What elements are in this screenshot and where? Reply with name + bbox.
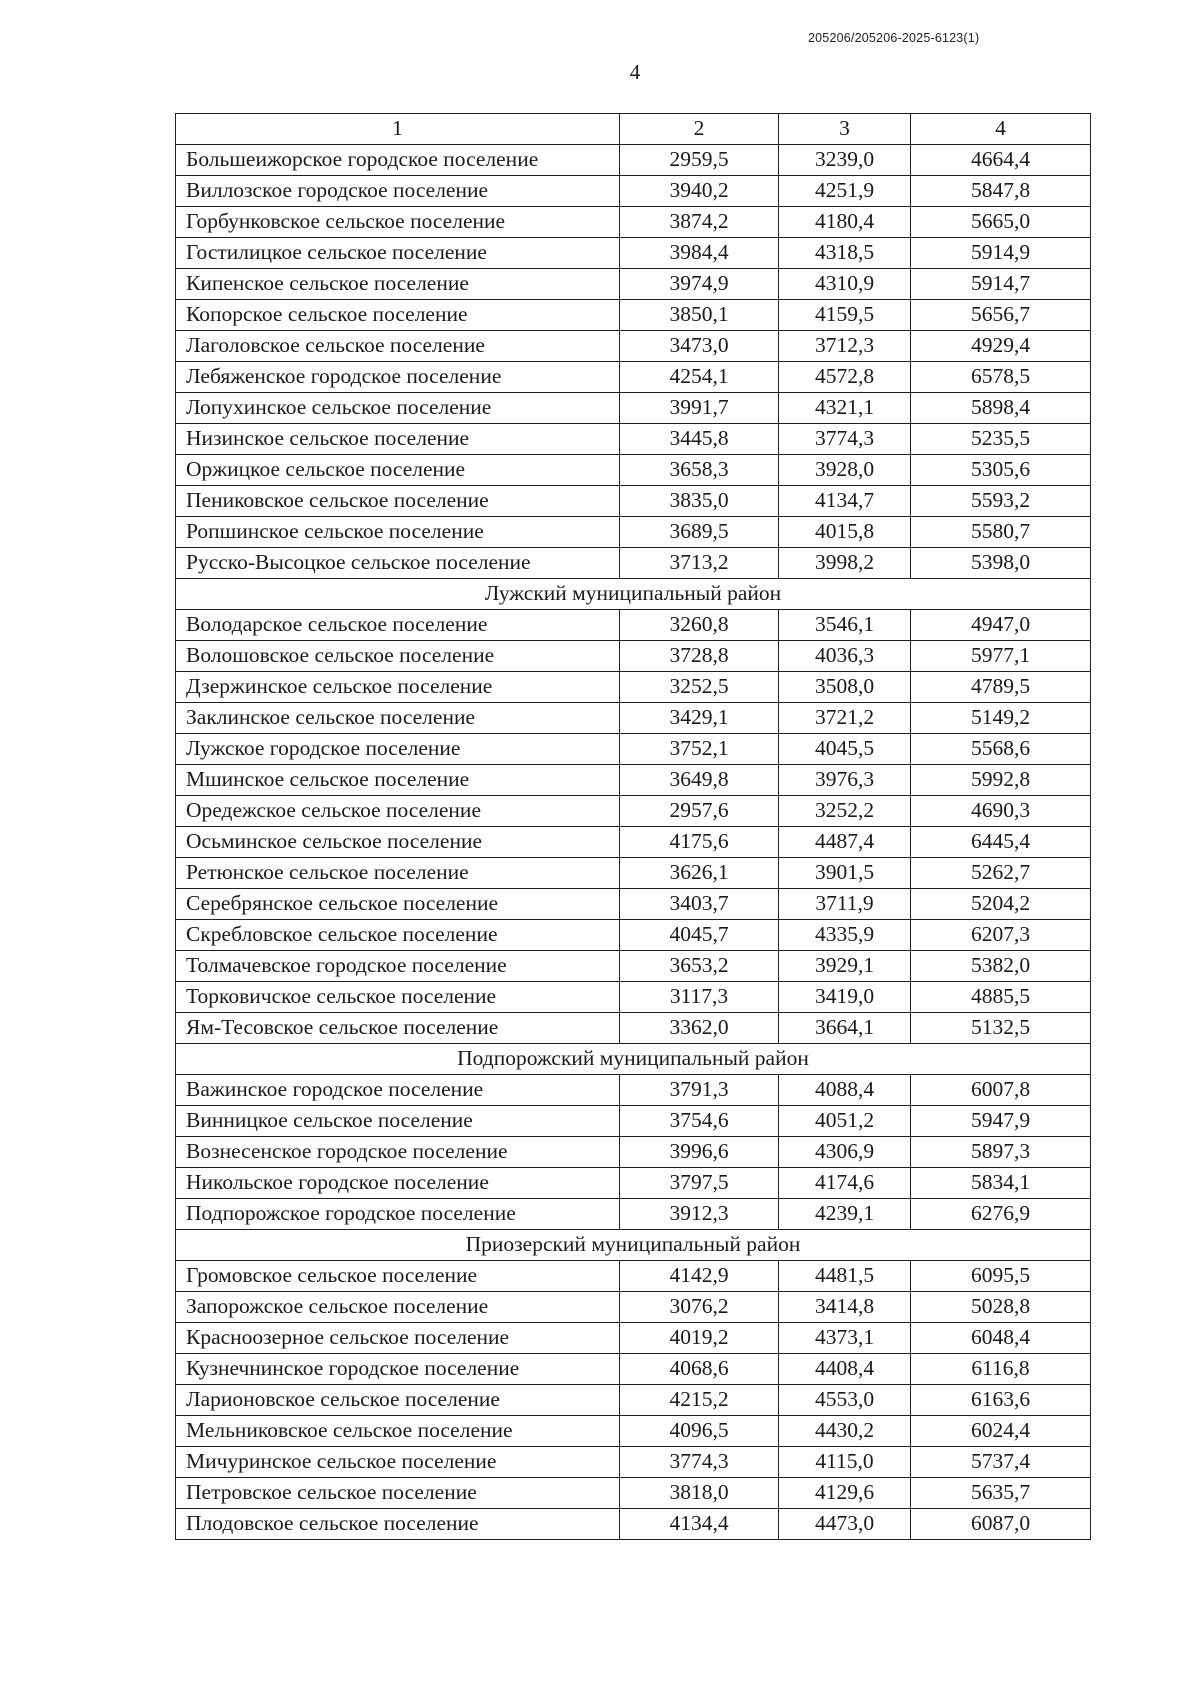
value-col-2: 3260,8 xyxy=(620,610,779,641)
table-row xyxy=(176,238,1091,269)
value-col-2: 4215,2 xyxy=(620,1385,779,1416)
value-col-3: 3664,1 xyxy=(779,1013,911,1044)
value-col-4: 5977,1 xyxy=(911,641,1091,672)
value-col-3: 4310,9 xyxy=(779,269,911,300)
value-col-2: 4175,6 xyxy=(620,827,779,858)
settlement-name: Низинское сельское поселение xyxy=(176,424,620,455)
table-row xyxy=(176,1354,1091,1385)
value-col-4: 5568,6 xyxy=(911,734,1091,765)
table-row xyxy=(176,765,1091,796)
value-col-2: 4068,6 xyxy=(620,1354,779,1385)
value-col-3: 4045,5 xyxy=(779,734,911,765)
value-col-4: 5204,2 xyxy=(911,889,1091,920)
value-col-2: 3403,7 xyxy=(620,889,779,920)
settlement-name: Толмачевское городское поселение xyxy=(176,951,620,982)
value-col-4: 5737,4 xyxy=(911,1447,1091,1478)
value-col-3: 4335,9 xyxy=(779,920,911,951)
table-row xyxy=(176,145,1091,176)
value-col-4: 5992,8 xyxy=(911,765,1091,796)
value-col-3: 3414,8 xyxy=(779,1292,911,1323)
settlement-name: Вознесенское городское поселение xyxy=(176,1137,620,1168)
district-section-row xyxy=(176,1044,1091,1075)
table-row xyxy=(176,858,1091,889)
value-col-4: 5847,8 xyxy=(911,176,1091,207)
table-row xyxy=(176,1106,1091,1137)
table-row xyxy=(176,424,1091,455)
value-col-3: 3774,3 xyxy=(779,424,911,455)
value-col-3: 4051,2 xyxy=(779,1106,911,1137)
value-col-3: 4553,0 xyxy=(779,1385,911,1416)
value-col-3: 4088,4 xyxy=(779,1075,911,1106)
value-col-4: 6095,5 xyxy=(911,1261,1091,1292)
table-row xyxy=(176,920,1091,951)
value-col-4: 6087,0 xyxy=(911,1509,1091,1540)
value-col-4: 5149,2 xyxy=(911,703,1091,734)
table-row xyxy=(176,517,1091,548)
settlement-name: Волошовское сельское поселение xyxy=(176,641,620,672)
table-row xyxy=(176,176,1091,207)
settlement-name: Осьминское сельское поселение xyxy=(176,827,620,858)
value-col-3: 4174,6 xyxy=(779,1168,911,1199)
settlement-name: Ретюнское сельское поселение xyxy=(176,858,620,889)
settlement-name: Запорожское сельское поселение xyxy=(176,1292,620,1323)
value-col-4: 5898,4 xyxy=(911,393,1091,424)
value-col-3: 3508,0 xyxy=(779,672,911,703)
column-header: 4 xyxy=(911,114,1091,145)
value-col-4: 4664,4 xyxy=(911,145,1091,176)
value-col-2: 3991,7 xyxy=(620,393,779,424)
value-col-3: 4129,6 xyxy=(779,1478,911,1509)
value-col-3: 3546,1 xyxy=(779,610,911,641)
value-col-4: 6578,5 xyxy=(911,362,1091,393)
value-col-2: 2959,5 xyxy=(620,145,779,176)
value-col-4: 5398,0 xyxy=(911,548,1091,579)
table-row xyxy=(176,486,1091,517)
table-row xyxy=(176,455,1091,486)
value-col-2: 3940,2 xyxy=(620,176,779,207)
value-col-4: 5235,5 xyxy=(911,424,1091,455)
settlement-name: Кипенское сельское поселение xyxy=(176,269,620,300)
settlement-name: Серебрянское сельское поселение xyxy=(176,889,620,920)
value-col-2: 4019,2 xyxy=(620,1323,779,1354)
value-col-3: 4251,9 xyxy=(779,176,911,207)
value-col-3: 4487,4 xyxy=(779,827,911,858)
settlement-name: Лаголовское сельское поселение xyxy=(176,331,620,362)
table-row xyxy=(176,1385,1091,1416)
table-row xyxy=(176,269,1091,300)
value-col-4: 5665,0 xyxy=(911,207,1091,238)
value-col-2: 3658,3 xyxy=(620,455,779,486)
settlement-name: Никольское городское поселение xyxy=(176,1168,620,1199)
value-col-2: 3996,6 xyxy=(620,1137,779,1168)
table-row xyxy=(176,1261,1091,1292)
value-col-2: 3874,2 xyxy=(620,207,779,238)
value-col-3: 4321,1 xyxy=(779,393,911,424)
table-row xyxy=(176,703,1091,734)
settlement-name: Лопухинское сельское поселение xyxy=(176,393,620,424)
settlement-name: Красноозерное сельское поселение xyxy=(176,1323,620,1354)
table-row xyxy=(176,1137,1091,1168)
value-col-2: 2957,6 xyxy=(620,796,779,827)
settlement-name: Важинское городское поселение xyxy=(176,1075,620,1106)
district-section-row xyxy=(176,1230,1091,1261)
value-col-3: 4180,4 xyxy=(779,207,911,238)
value-col-2: 3912,3 xyxy=(620,1199,779,1230)
settlement-name: Оржицкое сельское поселение xyxy=(176,455,620,486)
value-col-4: 4789,5 xyxy=(911,672,1091,703)
table-row xyxy=(176,889,1091,920)
value-col-3: 3901,5 xyxy=(779,858,911,889)
settlement-name: Большеижорское городское поселение xyxy=(176,145,620,176)
table-row xyxy=(176,548,1091,579)
settlement-name: Плодовское сельское поселение xyxy=(176,1509,620,1540)
value-col-2: 3626,1 xyxy=(620,858,779,889)
settlement-name: Ропшинское сельское поселение xyxy=(176,517,620,548)
value-col-4: 6207,3 xyxy=(911,920,1091,951)
table-row xyxy=(176,1416,1091,1447)
table-row xyxy=(176,641,1091,672)
table-row xyxy=(176,1013,1091,1044)
value-col-2: 3850,1 xyxy=(620,300,779,331)
settlement-name: Громовское сельское поселение xyxy=(176,1261,620,1292)
table-body xyxy=(176,114,1091,1540)
value-col-3: 4408,4 xyxy=(779,1354,911,1385)
value-col-2: 3984,4 xyxy=(620,238,779,269)
value-col-2: 4142,9 xyxy=(620,1261,779,1292)
value-col-3: 4306,9 xyxy=(779,1137,911,1168)
value-col-3: 4115,0 xyxy=(779,1447,911,1478)
settlement-name: Володарское сельское поселение xyxy=(176,610,620,641)
value-col-4: 5914,7 xyxy=(911,269,1091,300)
value-col-3: 4134,7 xyxy=(779,486,911,517)
table-row xyxy=(176,1447,1091,1478)
settlement-name: Мшинское сельское поселение xyxy=(176,765,620,796)
column-header: 3 xyxy=(779,114,911,145)
column-header: 2 xyxy=(620,114,779,145)
value-col-2: 3754,6 xyxy=(620,1106,779,1137)
table-row xyxy=(176,982,1091,1013)
settlement-name: Гостилицкое сельское поселение xyxy=(176,238,620,269)
value-col-4: 4947,0 xyxy=(911,610,1091,641)
district-section-row xyxy=(176,579,1091,610)
settlement-name: Скребловское сельское поселение xyxy=(176,920,620,951)
settlement-name: Мичуринское сельское поселение xyxy=(176,1447,620,1478)
value-col-2: 3076,2 xyxy=(620,1292,779,1323)
table-row xyxy=(176,1323,1091,1354)
value-col-4: 5834,1 xyxy=(911,1168,1091,1199)
settlement-name: Оредежское сельское поселение xyxy=(176,796,620,827)
table-row xyxy=(176,331,1091,362)
value-col-3: 4473,0 xyxy=(779,1509,911,1540)
value-col-3: 3239,0 xyxy=(779,145,911,176)
settlement-name: Подпорожское городское поселение xyxy=(176,1199,620,1230)
value-col-2: 3791,3 xyxy=(620,1075,779,1106)
settlement-name: Заклинское сельское поселение xyxy=(176,703,620,734)
table-row xyxy=(176,796,1091,827)
settlement-name: Лебяженское городское поселение xyxy=(176,362,620,393)
table-row xyxy=(176,1478,1091,1509)
settlement-name: Дзержинское сельское поселение xyxy=(176,672,620,703)
value-col-2: 4254,1 xyxy=(620,362,779,393)
table-row xyxy=(176,362,1091,393)
value-col-2: 4134,4 xyxy=(620,1509,779,1540)
value-col-2: 3974,9 xyxy=(620,269,779,300)
value-col-2: 3728,8 xyxy=(620,641,779,672)
value-col-4: 6048,4 xyxy=(911,1323,1091,1354)
settlement-name: Петровское сельское поселение xyxy=(176,1478,620,1509)
value-col-2: 3429,1 xyxy=(620,703,779,734)
value-col-4: 6007,8 xyxy=(911,1075,1091,1106)
value-col-2: 3752,1 xyxy=(620,734,779,765)
value-col-4: 5897,3 xyxy=(911,1137,1091,1168)
value-col-4: 6445,4 xyxy=(911,827,1091,858)
value-col-2: 3797,5 xyxy=(620,1168,779,1199)
value-col-4: 6276,9 xyxy=(911,1199,1091,1230)
value-col-2: 3835,0 xyxy=(620,486,779,517)
settlement-name: Виллозское городское поселение xyxy=(176,176,620,207)
value-col-3: 4318,5 xyxy=(779,238,911,269)
data-table xyxy=(175,113,1091,1540)
value-col-2: 3252,5 xyxy=(620,672,779,703)
value-col-3: 4036,3 xyxy=(779,641,911,672)
value-col-3: 3929,1 xyxy=(779,951,911,982)
table-row xyxy=(176,207,1091,238)
settlement-name: Копорское сельское поселение xyxy=(176,300,620,331)
document-number: 205206/205206-2025-6123(1) xyxy=(808,31,980,45)
value-col-4: 6116,8 xyxy=(911,1354,1091,1385)
table-row xyxy=(176,827,1091,858)
value-col-2: 4045,7 xyxy=(620,920,779,951)
table-row xyxy=(176,1168,1091,1199)
district-title: Приозерский муниципальный район xyxy=(176,1230,1091,1261)
settlement-name: Русско-Высоцкое сельское поселение xyxy=(176,548,620,579)
value-col-4: 5914,9 xyxy=(911,238,1091,269)
value-col-3: 4015,8 xyxy=(779,517,911,548)
value-col-2: 4096,5 xyxy=(620,1416,779,1447)
table-header-row xyxy=(176,114,1091,145)
value-col-3: 3419,0 xyxy=(779,982,911,1013)
value-col-4: 5028,8 xyxy=(911,1292,1091,1323)
value-col-4: 6163,6 xyxy=(911,1385,1091,1416)
value-col-2: 3362,0 xyxy=(620,1013,779,1044)
value-col-4: 6024,4 xyxy=(911,1416,1091,1447)
settlement-name: Ям-Тесовское сельское поселение xyxy=(176,1013,620,1044)
value-col-3: 3721,2 xyxy=(779,703,911,734)
value-col-3: 4572,8 xyxy=(779,362,911,393)
value-col-4: 4929,4 xyxy=(911,331,1091,362)
value-col-3: 4239,1 xyxy=(779,1199,911,1230)
value-col-4: 5635,7 xyxy=(911,1478,1091,1509)
value-col-3: 3711,9 xyxy=(779,889,911,920)
table-row xyxy=(176,1199,1091,1230)
settlement-name: Лужское городское поселение xyxy=(176,734,620,765)
column-header: 1 xyxy=(176,114,620,145)
value-col-4: 5947,9 xyxy=(911,1106,1091,1137)
settlement-name: Кузнечнинское городское поселение xyxy=(176,1354,620,1385)
table-row xyxy=(176,1509,1091,1540)
table-row xyxy=(176,672,1091,703)
value-col-4: 5382,0 xyxy=(911,951,1091,982)
settlement-name: Горбунковское сельское поселение xyxy=(176,207,620,238)
value-col-2: 3713,2 xyxy=(620,548,779,579)
value-col-4: 4690,3 xyxy=(911,796,1091,827)
table-row xyxy=(176,1075,1091,1106)
value-col-3: 4430,2 xyxy=(779,1416,911,1447)
value-col-4: 5132,5 xyxy=(911,1013,1091,1044)
table-row xyxy=(176,734,1091,765)
value-col-2: 3774,3 xyxy=(620,1447,779,1478)
value-col-2: 3653,2 xyxy=(620,951,779,982)
value-col-3: 4373,1 xyxy=(779,1323,911,1354)
settlement-name: Пениковское сельское поселение xyxy=(176,486,620,517)
value-col-4: 5656,7 xyxy=(911,300,1091,331)
table-row xyxy=(176,951,1091,982)
value-col-3: 4481,5 xyxy=(779,1261,911,1292)
value-col-3: 3998,2 xyxy=(779,548,911,579)
value-col-3: 3976,3 xyxy=(779,765,911,796)
table-row xyxy=(176,1292,1091,1323)
value-col-2: 3445,8 xyxy=(620,424,779,455)
value-col-2: 3117,3 xyxy=(620,982,779,1013)
page-number: 4 xyxy=(629,60,641,84)
value-col-3: 4159,5 xyxy=(779,300,911,331)
value-col-4: 5262,7 xyxy=(911,858,1091,889)
value-col-4: 4885,5 xyxy=(911,982,1091,1013)
value-col-4: 5305,6 xyxy=(911,455,1091,486)
value-col-4: 5580,7 xyxy=(911,517,1091,548)
value-col-3: 3252,2 xyxy=(779,796,911,827)
value-col-4: 5593,2 xyxy=(911,486,1091,517)
settlement-name: Торковичское сельское поселение xyxy=(176,982,620,1013)
value-col-2: 3649,8 xyxy=(620,765,779,796)
table-row xyxy=(176,393,1091,424)
value-col-3: 3712,3 xyxy=(779,331,911,362)
settlement-name: Мельниковское сельское поселение xyxy=(176,1416,620,1447)
value-col-2: 3818,0 xyxy=(620,1478,779,1509)
district-title: Лужский муниципальный район xyxy=(176,579,1091,610)
table-row xyxy=(176,300,1091,331)
table-row xyxy=(176,610,1091,641)
value-col-2: 3473,0 xyxy=(620,331,779,362)
value-col-3: 3928,0 xyxy=(779,455,911,486)
district-title: Подпорожский муниципальный район xyxy=(176,1044,1091,1075)
settlement-name: Винницкое сельское поселение xyxy=(176,1106,620,1137)
settlement-name: Ларионовское сельское поселение xyxy=(176,1385,620,1416)
value-col-2: 3689,5 xyxy=(620,517,779,548)
